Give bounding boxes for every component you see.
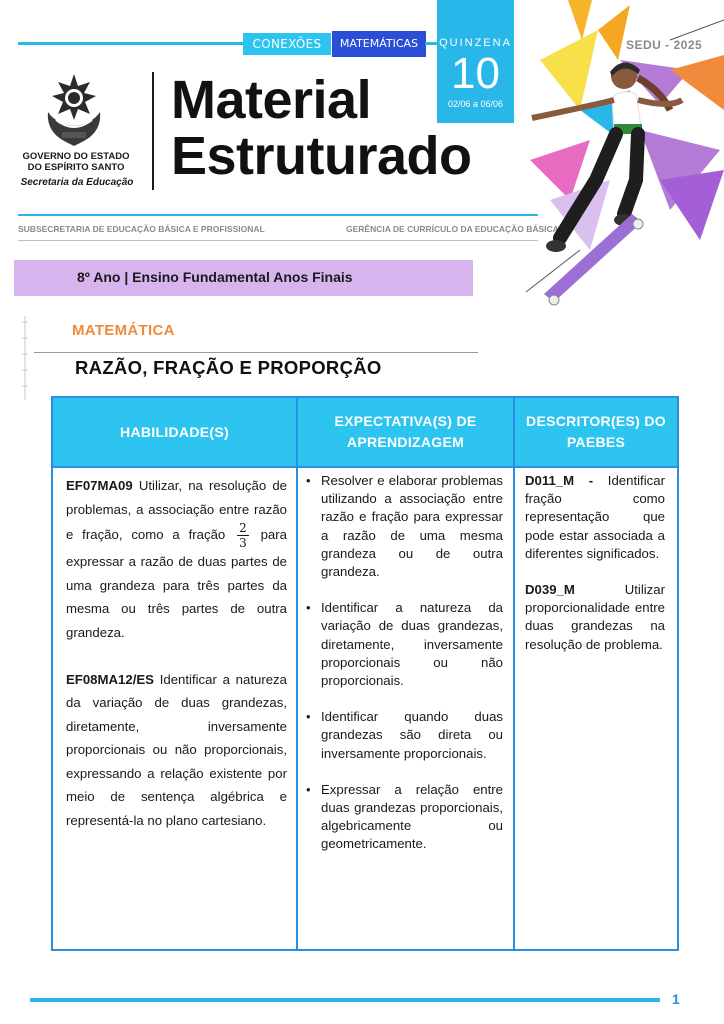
subheader-rule	[18, 214, 538, 216]
grade-label: 8º Ano | Ensino Fundamental Anos Finais	[77, 269, 353, 285]
habilidade-text-before: Utilizar, na resolução de problemas, a associação entre razão e fração, como a fração	[66, 478, 287, 542]
descritor-item	[525, 581, 665, 654]
secretaria-name: Secretaria da Educação	[20, 177, 134, 188]
sedu-brand: SEDU - 2025	[626, 38, 703, 52]
quinzena-number: 10	[451, 49, 500, 98]
header-rule-right	[425, 42, 437, 45]
habilidade-code: EF08MA12/ES	[66, 671, 154, 687]
expectativa-item: • Expressar a relação entre duas grandezas proporcionais, algebricamente ou geometricamente.	[306, 781, 503, 854]
column-expectativas	[298, 398, 515, 949]
footer-rule	[30, 998, 660, 1002]
header-rule	[18, 42, 243, 45]
header-habilidades: HABILIDADE(S)	[53, 398, 296, 468]
expectativa-item: • Identificar quando duas grandezas são direta ou inversamente proporcionais.	[306, 708, 503, 763]
habilidade-text: Identificar a natureza da variação de duas grandezas, diretamente, inversamente proporcionais ou não proporcionais, expressando a relação existente por meio de sentença algébrica e representá-la no plano cartesiano.	[66, 671, 287, 828]
descritor-item	[525, 472, 665, 563]
page-number: 1	[672, 991, 680, 1007]
subject-rule	[34, 352, 478, 353]
skills-table	[51, 396, 679, 951]
descritores-cell	[515, 468, 677, 654]
quinzena-label: QUINZENA	[439, 37, 512, 49]
tag-matematicas: MATEMÁTICAS	[332, 31, 426, 57]
expectativas-cell	[298, 468, 513, 854]
habilidade-item	[66, 474, 287, 644]
ruler-decoration	[18, 316, 32, 400]
title-line-1: Material	[171, 70, 372, 130]
descritor-code: D039_M	[525, 582, 575, 598]
title-line-2: Estruturado	[171, 126, 472, 186]
habilidades-cell	[53, 468, 296, 832]
expectativa-item: • Identificar a natureza da variação de duas grandezas, diretamente, inversamente proporcionais ou não proporcionais.	[306, 599, 503, 690]
descritor-text: Utilizar proporcionalidade entre duas grandezas na resolução de problema.	[525, 582, 665, 652]
skateboarder-illustration	[520, 0, 724, 310]
fraction-numerator: 2	[239, 521, 247, 535]
column-habilidades	[53, 398, 298, 949]
expectativas-list	[306, 472, 503, 854]
habilidade-code: EF07MA09	[66, 478, 133, 493]
tag-conexoes: CONEXÕES	[243, 33, 331, 55]
expectativa-item: • Resolver e elaborar problemas utilizando a associação entre razão e fração para expressar a razão de uma mesma grandeza ou de outra grandeza.	[306, 472, 503, 581]
header-descritores: DESCRITOR(ES) DO PAEBES	[515, 398, 677, 468]
subject-label: MATEMÁTICA	[72, 322, 175, 339]
descritor-text: Identificar fração como representação que pode estar associada a diferentes significados.	[525, 473, 665, 561]
government-name: GOVERNO DO ESTADO DO ESPÍRITO SANTO	[22, 151, 130, 173]
header-expectativas: EXPECTATIVA(S) DE APRENDIZAGEM	[298, 398, 513, 468]
column-descritores	[515, 398, 677, 949]
topic-title: RAZÃO, FRAÇÃO E PROPORÇÃO	[75, 357, 382, 378]
document-title	[171, 72, 472, 184]
state-coat-of-arms-icon	[36, 72, 112, 148]
descritor-code: D011_M -	[525, 473, 594, 488]
fraction-two-thirds	[237, 521, 249, 550]
fraction-denominator: 3	[239, 536, 247, 550]
quinzena-dates: 02/06 a 06/06	[447, 99, 504, 109]
gerencia-label: GERÊNCIA DE CURRÍCULO DA EDUCAÇÃO BÁSICA	[346, 224, 559, 234]
habilidade-item	[66, 668, 287, 833]
subsecretaria-label: SUBSECRETARIA DE EDUCAÇÃO BÁSICA E PROFISSIONAL	[18, 224, 265, 234]
subheader-rule-bottom	[18, 240, 538, 241]
habilidade-text-after: para expressar a razão de duas partes de uma grandeza para três partes da mesma ou três partes de outra grandeza.	[66, 526, 287, 640]
header-divider	[152, 72, 154, 190]
